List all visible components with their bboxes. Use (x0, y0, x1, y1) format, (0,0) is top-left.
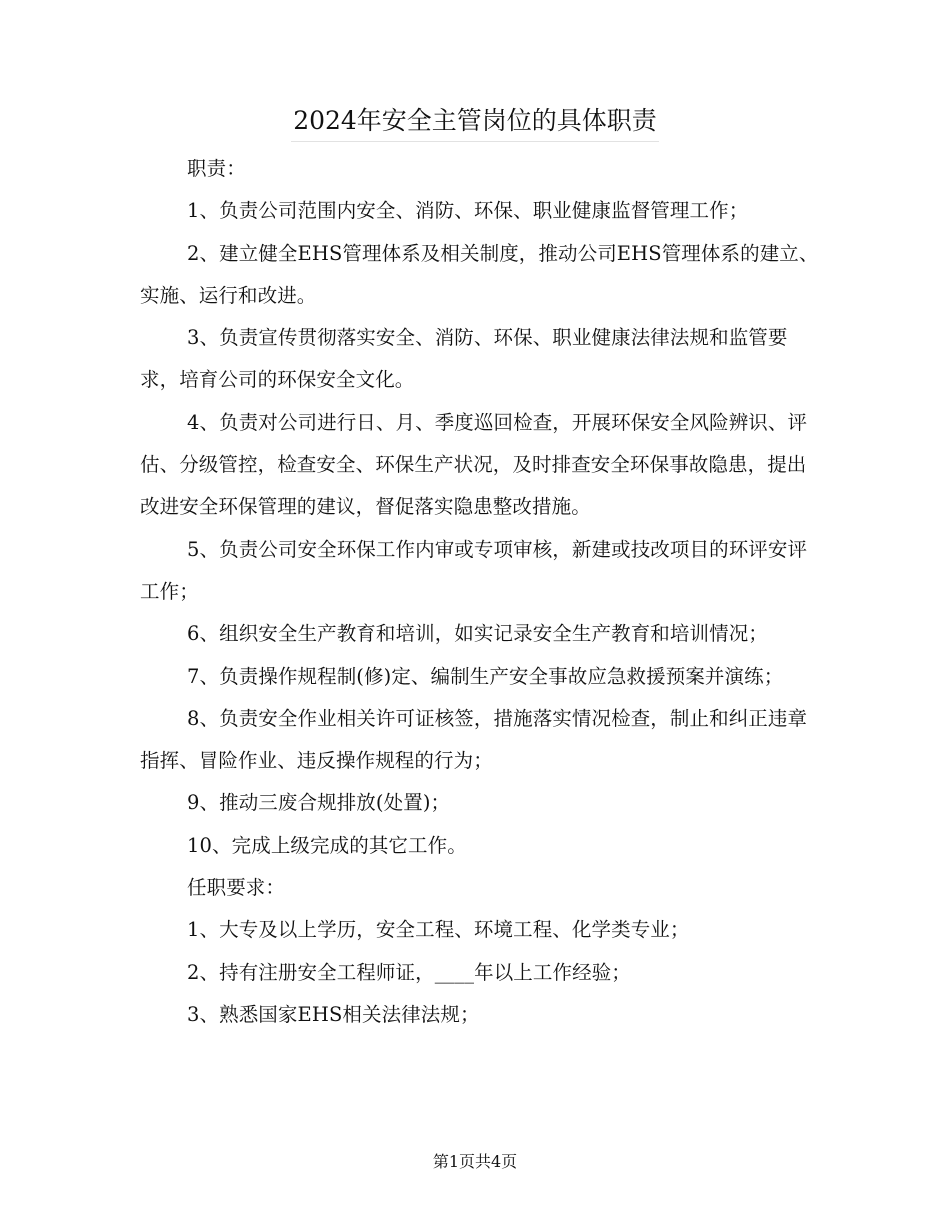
paragraph-duty-2: 2、建立健全EHS管理体系及相关制度，推动公司EHS管理体系的建立、实施、运行和改进。 (140, 241, 819, 307)
paragraph-requirement-1: 1、大专及以上学历，安全工程、环境工程、化学类专业； (187, 918, 690, 942)
paragraph-duty-1: 1、负责公司范围内安全、消防、环保、职业健康监督管理工作； (187, 199, 749, 223)
paragraph-requirement-2: 2、持有注册安全工程师证，____年以上工作经验； (187, 960, 631, 984)
paragraph-duty-3: 3、负责宣传贯彻落实安全、消防、环保、职业健康法律法规和监管要求，培育公司的环保安全文化。 (140, 326, 788, 392)
paragraph-duty-5: 5、负责公司安全环保工作内审或专项审核，新建或技改项目的环评安评工作； (140, 537, 808, 603)
title-container (0, 102, 950, 142)
paragraph-duty-9: 9、推动三废合规排放(处置)； (187, 791, 451, 815)
page-footer: 第1页共4页 (432, 1152, 518, 1171)
paragraph-duty-7: 7、负责操作规程制(修)定、编制生产安全事故应急救援预案并演练； (187, 664, 784, 688)
paragraph-requirement-3: 3、熟悉国家EHS相关法律法规； (187, 1002, 480, 1026)
document-title: 2024年安全主管岗位的具体职责 (291, 102, 659, 142)
paragraph-duties-heading: 职责： (187, 157, 246, 180)
paragraph-requirements-heading: 任职要求： (187, 876, 286, 900)
paragraph-duty-10: 10、完成上级完成的其它工作。 (187, 833, 467, 857)
paragraph-duty-6: 6、组织安全生产教育和培训，如实记录安全生产教育和培训情况； (187, 622, 768, 646)
document-body (140, 148, 820, 1036)
paragraph-duty-8: 8、负责安全作业相关许可证核签，措施落实情况检查，制止和纠正违章指挥、冒险作业、违反操作规程的行为； (140, 706, 808, 773)
paragraph-duty-4: 4、负责对公司进行日、月、季度巡回检查，开展环保安全风险辨识、评估、分级管控，检查安全、环保生产状况，及时排查安全环保事故隐患，提出改进安全环保管理的建议，督促落实隐患整改措施。 (140, 410, 808, 519)
